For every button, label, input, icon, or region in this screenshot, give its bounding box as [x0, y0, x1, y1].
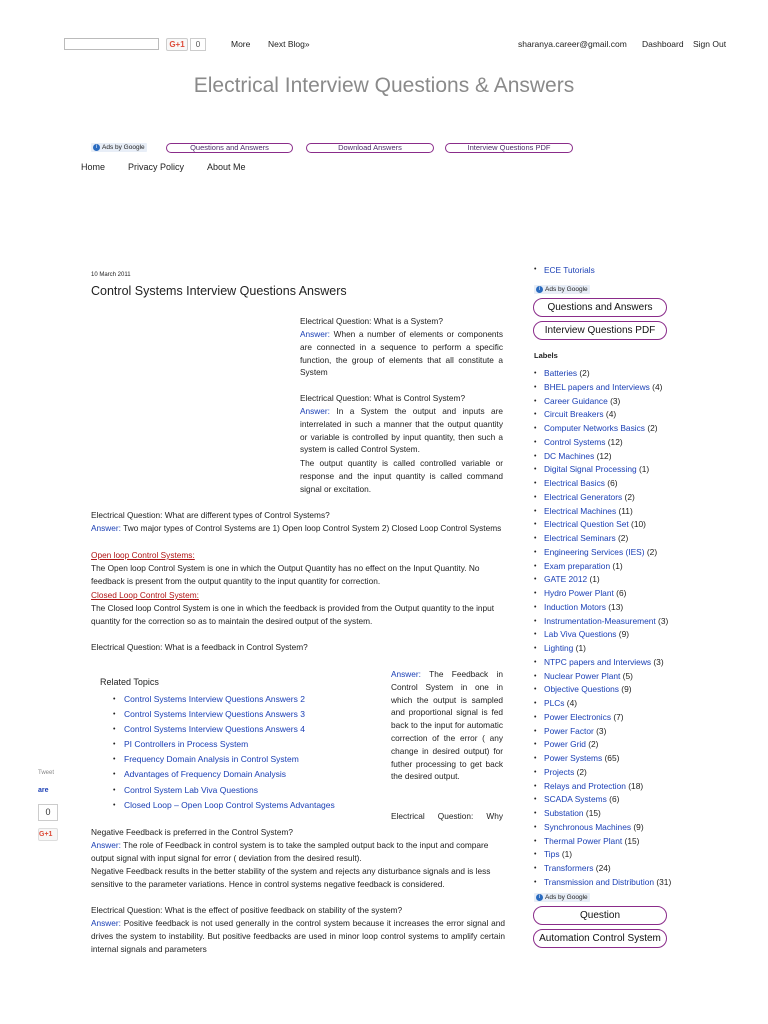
related-topic-link[interactable]: • Advantages of Frequency Domain Analysis [110, 767, 335, 782]
question-why-end: Negative Feedback is preferred in the Control System? [91, 827, 293, 837]
label-link[interactable]: Tips [544, 849, 560, 860]
label-item [532, 862, 671, 876]
label-count: (9) [618, 684, 632, 695]
label-link[interactable]: Substation [544, 808, 584, 818]
ad-link-interview-pdf[interactable]: Interview Questions PDF [445, 143, 573, 153]
info-icon: i [536, 286, 543, 293]
labels-heading: Labels [534, 351, 558, 360]
label-count: (2) [645, 423, 658, 433]
label-item [532, 642, 671, 656]
label-link[interactable]: Objective Questions [544, 684, 619, 695]
label-item [532, 725, 671, 739]
label-count: (1) [610, 560, 623, 571]
answer-label: Answer: [91, 523, 121, 533]
tweet-button[interactable]: Tweet [38, 770, 55, 776]
label-count: (3) [593, 725, 607, 736]
label-item [532, 615, 671, 629]
label-item [532, 573, 671, 587]
label-item [532, 656, 671, 670]
label-item [532, 491, 671, 505]
label-item [532, 518, 671, 532]
label-item [532, 532, 671, 546]
page-tab-home[interactable]: Home [81, 162, 106, 172]
label-count: (1) [573, 643, 586, 653]
labels-list [532, 367, 671, 890]
label-item [532, 711, 671, 725]
related-topics-list [110, 692, 335, 813]
label-count: (2) [574, 766, 587, 777]
google-plus-share-button[interactable]: G+1 [38, 828, 58, 841]
label-link[interactable]: Electrical Question Set [544, 519, 629, 530]
answer-label: Answer: [300, 329, 330, 339]
info-icon: i [93, 144, 100, 151]
label-link[interactable]: DC Machines [544, 450, 595, 461]
sidebar-ads-by-google-label[interactable]: i Ads by Google [534, 285, 590, 294]
label-item [532, 683, 671, 697]
label-link[interactable]: BHEL papers and Interviews [544, 381, 650, 392]
answer-label: Answer: [91, 918, 121, 928]
answer-output-quantity: The output quantity is called controlled variable or response and the input quantity is called command signal or excitation. [300, 458, 503, 494]
answer-types-of-control-systems: Answer: Two major types of Control Systems are 1) Open loop Control System 2) Closed Loop Control Systems [91, 523, 502, 533]
answer-what-is-system: Answer: When a number of elements or components are connected in a sequence to perform a specific function, the group of elements that all constitute a System [300, 329, 503, 378]
label-item [532, 670, 671, 684]
ece-tutorials-link[interactable]: ECE Tutorials [544, 265, 595, 275]
sidebar-ad-interview-pdf[interactable]: Interview Questions PDF [533, 321, 667, 340]
question-feedback: Electrical Question: What is a feedback in Control System? [91, 642, 308, 652]
label-item [532, 738, 671, 752]
label-item [532, 752, 671, 766]
label-count: (5) [620, 670, 633, 681]
related-topic-link[interactable]: • Frequency Domain Analysis in Control System [110, 752, 335, 767]
label-link[interactable]: Relays and Protection [544, 780, 626, 791]
more-link[interactable]: More [231, 39, 251, 49]
label-link[interactable]: Power Electronics [544, 711, 612, 722]
sidebar-ad-questions-answers[interactable]: Questions and Answers [533, 298, 667, 317]
label-count: (65) [602, 753, 620, 763]
label-item [532, 848, 671, 862]
label-link[interactable]: Power Factor [544, 725, 594, 736]
answer-label: Answer: [391, 669, 421, 679]
label-item [532, 628, 671, 642]
label-link[interactable]: SCADA Systems [544, 794, 607, 805]
label-link[interactable]: Computer Networks Basics [544, 423, 645, 433]
label-link[interactable]: Transmission and Distribution [544, 876, 655, 887]
label-count: (1) [587, 574, 600, 585]
label-item [532, 766, 671, 780]
label-link[interactable]: Electrical Generators [544, 491, 623, 502]
label-link[interactable]: Digital Signal Processing [544, 464, 637, 475]
ad-link-questions-answers[interactable]: Questions and Answers [166, 143, 293, 153]
label-item [532, 821, 671, 835]
share-count: 0 [38, 804, 58, 821]
answer-feedback: Answer: The Feedback in Control System in one in which the output is sampled and proportional signal is fed back to the input for automatic correction of the error ( any change in desired output) for futher processing to get back the desired output. [391, 669, 503, 782]
label-count: (2) [585, 739, 599, 750]
related-topic-link[interactable]: • Control Systems Interview Questions Answers 2 [110, 692, 335, 707]
label-count: (9) [616, 629, 630, 640]
label-count: (4) [649, 381, 663, 392]
label-count: (6) [613, 588, 627, 598]
label-count: (6) [604, 478, 618, 488]
label-count: (6) [606, 794, 620, 805]
label-count: (1) [559, 849, 573, 860]
label-item [532, 780, 671, 794]
label-count: (15) [583, 808, 601, 818]
label-link[interactable]: Electrical Seminars [544, 533, 616, 543]
label-link[interactable]: GATE 2012 [544, 574, 588, 585]
google-plus-count: 0 [190, 38, 206, 51]
label-link[interactable]: PLCs [544, 698, 565, 708]
page-tab-about-me[interactable]: About Me [207, 162, 246, 172]
question-types-of-control-systems: Electrical Question: What are different types of Control Systems? [91, 510, 330, 520]
answer-label: Answer: [300, 406, 330, 416]
label-count: (2) [622, 491, 635, 502]
label-count: (7) [611, 711, 624, 722]
related-topic-link[interactable]: • Control Systems Interview Questions Answers 3 [110, 707, 335, 722]
label-link[interactable]: Power Grid [544, 739, 586, 750]
label-count: (3) [607, 395, 621, 406]
label-count: (2) [644, 546, 658, 557]
label-item [532, 422, 671, 436]
answer-positive-feedback: Answer: Positive feedback is not used generally in the control system because it increases the error signal and drives the system to instability. But positive feedbacks are used in minor loop control systems to amplify certain internal signals and parameters [91, 918, 505, 954]
label-count: (24) [593, 863, 611, 873]
label-count: (2) [615, 533, 629, 543]
label-link[interactable]: Synchronous Machines [544, 821, 632, 832]
label-link[interactable]: Hydro Power Plant [544, 588, 614, 598]
page-tab-privacy-policy[interactable]: Privacy Policy [128, 162, 185, 172]
label-count: (2) [577, 368, 590, 378]
dashboard-link[interactable]: Dashboard [642, 39, 684, 49]
label-link[interactable]: NTPC papers and Interviews [544, 656, 652, 667]
label-count: (12) [605, 436, 623, 447]
label-count: (31) [654, 876, 672, 887]
answer-label: Answer: [91, 840, 121, 850]
label-link[interactable]: Exam preparation [544, 560, 611, 571]
label-count: (1) [636, 464, 650, 475]
blogger-navbar [0, 30, 768, 58]
answer-what-is-control-system: Answer: In a System the output and inputs are interrelated in such a manner that the output quantity or variable is controlled by input quantity, then such a system is called Control System. [300, 406, 503, 455]
label-item [532, 697, 671, 711]
info-icon: i [536, 894, 543, 901]
ece-tutorials-item [532, 264, 595, 277]
label-item [532, 807, 671, 821]
label-item [532, 546, 671, 560]
share-button[interactable]: are [38, 787, 49, 794]
next-blog-link[interactable]: Next Blog» [268, 39, 310, 49]
ad-link-download-answers[interactable]: Download Answers [306, 143, 434, 153]
label-link[interactable]: Lab Viva Questions [544, 629, 617, 640]
heading-closed-loop: Closed Loop Control System: [91, 590, 199, 600]
pages-nav [81, 162, 246, 172]
label-link[interactable]: Transformers [544, 863, 594, 873]
label-link[interactable]: Control Systems [544, 436, 606, 447]
label-count: (3) [655, 615, 669, 626]
related-topic-link[interactable]: • Closed Loop – Open Loop Control Systems Advantages [110, 798, 335, 813]
label-link[interactable]: Batteries [544, 368, 578, 378]
label-item [532, 436, 671, 450]
label-item [532, 835, 671, 849]
label-count: (13) [605, 601, 624, 612]
label-link[interactable]: Thermal Power Plant [544, 835, 623, 846]
label-item [532, 477, 671, 491]
bullet-icon: • [534, 266, 537, 273]
related-topics-heading: Related Topics [100, 677, 159, 687]
label-count: (12) [594, 450, 612, 461]
label-link[interactable]: Induction Motors [544, 601, 606, 612]
label-item [532, 560, 671, 574]
label-item [532, 463, 671, 477]
label-link[interactable]: Power Systems [544, 753, 603, 763]
label-link[interactable]: Electrical Machines [544, 505, 617, 516]
label-count: (15) [622, 835, 640, 846]
label-item [532, 793, 671, 807]
label-count: (10) [628, 519, 646, 530]
label-item [532, 408, 671, 422]
label-item [532, 395, 671, 409]
label-count: (3) [651, 656, 664, 667]
answer-negative-feedback-2: Negative Feedback results in the better stability of the system and rejects any disturbance signals and is less sensitive to the parameter variations. Hence in control systems negative feedback is considered. [91, 866, 491, 889]
sidebar-ad-automation-control[interactable]: Automation Control System [533, 929, 667, 948]
label-link[interactable]: Lighting [544, 643, 574, 653]
related-topic-link[interactable]: • Control System Lab Viva Questions [110, 783, 335, 798]
question-what-is-system: Electrical Question: What is a System? [300, 316, 443, 326]
question-positive-feedback: Electrical Question: What is the effect of positive feedback on stability of the system? [91, 905, 403, 915]
google-plus-button[interactable]: G+1 [166, 38, 188, 51]
label-link[interactable]: Projects [544, 766, 575, 777]
label-item [532, 601, 671, 615]
sidebar-ad-question[interactable]: Question [533, 906, 667, 925]
label-item [532, 587, 671, 601]
post-title[interactable]: Control Systems Interview Questions Answers [91, 284, 347, 298]
post-date: 10 March 2011 [91, 272, 131, 278]
heading-open-loop: Open loop Control Systems: [91, 550, 195, 560]
user-email: sharanya.career@gmail.com [518, 39, 627, 49]
label-item [532, 876, 671, 890]
related-topic-link[interactable]: • PI Controllers in Process System [110, 737, 335, 752]
label-link[interactable]: Nuclear Power Plant [544, 670, 621, 681]
label-item [532, 505, 671, 519]
ads-by-google-label[interactable]: i Ads by Google [91, 143, 147, 152]
label-count: (4) [564, 698, 578, 708]
label-count: (9) [631, 821, 644, 832]
sidebar-ads-by-google-label-2[interactable]: i Ads by Google [534, 893, 590, 902]
answer-negative-feedback: Answer: The role of Feedback in control system is to take the sampled output back to the input and compare output signal with input signal for error ( deviation from the desired result). [91, 840, 489, 863]
question-why-start: Electrical Question: Why [391, 811, 503, 821]
label-item [532, 367, 671, 381]
related-topic-link[interactable]: • Control Systems Interview Questions Answers 4 [110, 722, 335, 737]
text-closed-loop: The Closed loop Control System is one in which the feedback is provided from the Output quantity to the input quantity for the correction so as to maintain the desired output of the system. [91, 603, 495, 626]
label-link[interactable]: Circuit Breakers [544, 409, 604, 420]
label-link[interactable]: Electrical Basics [544, 478, 605, 488]
question-what-is-control-system: Electrical Question: What is Control System? [300, 393, 466, 403]
navbar-search-input[interactable] [64, 38, 159, 50]
label-link[interactable]: Career Guidance [544, 395, 608, 406]
label-count: (4) [603, 409, 617, 420]
text-open-loop: The Open loop Control System is one in which the Output Quantity has no effect on the Input Quantity. No feedback is present from the output quantity to the input quantity for correction. [91, 563, 480, 586]
label-link[interactable]: Engineering Services (IES) [544, 546, 645, 557]
label-count: (11) [616, 505, 633, 516]
sign-out-link[interactable]: Sign Out [693, 39, 727, 49]
label-count: (18) [625, 780, 644, 791]
label-item [532, 450, 671, 464]
label-link[interactable]: Instrumentation-Measurement [544, 615, 656, 626]
label-item [532, 381, 671, 395]
site-title[interactable]: Electrical Interview Questions & Answers [193, 74, 575, 97]
